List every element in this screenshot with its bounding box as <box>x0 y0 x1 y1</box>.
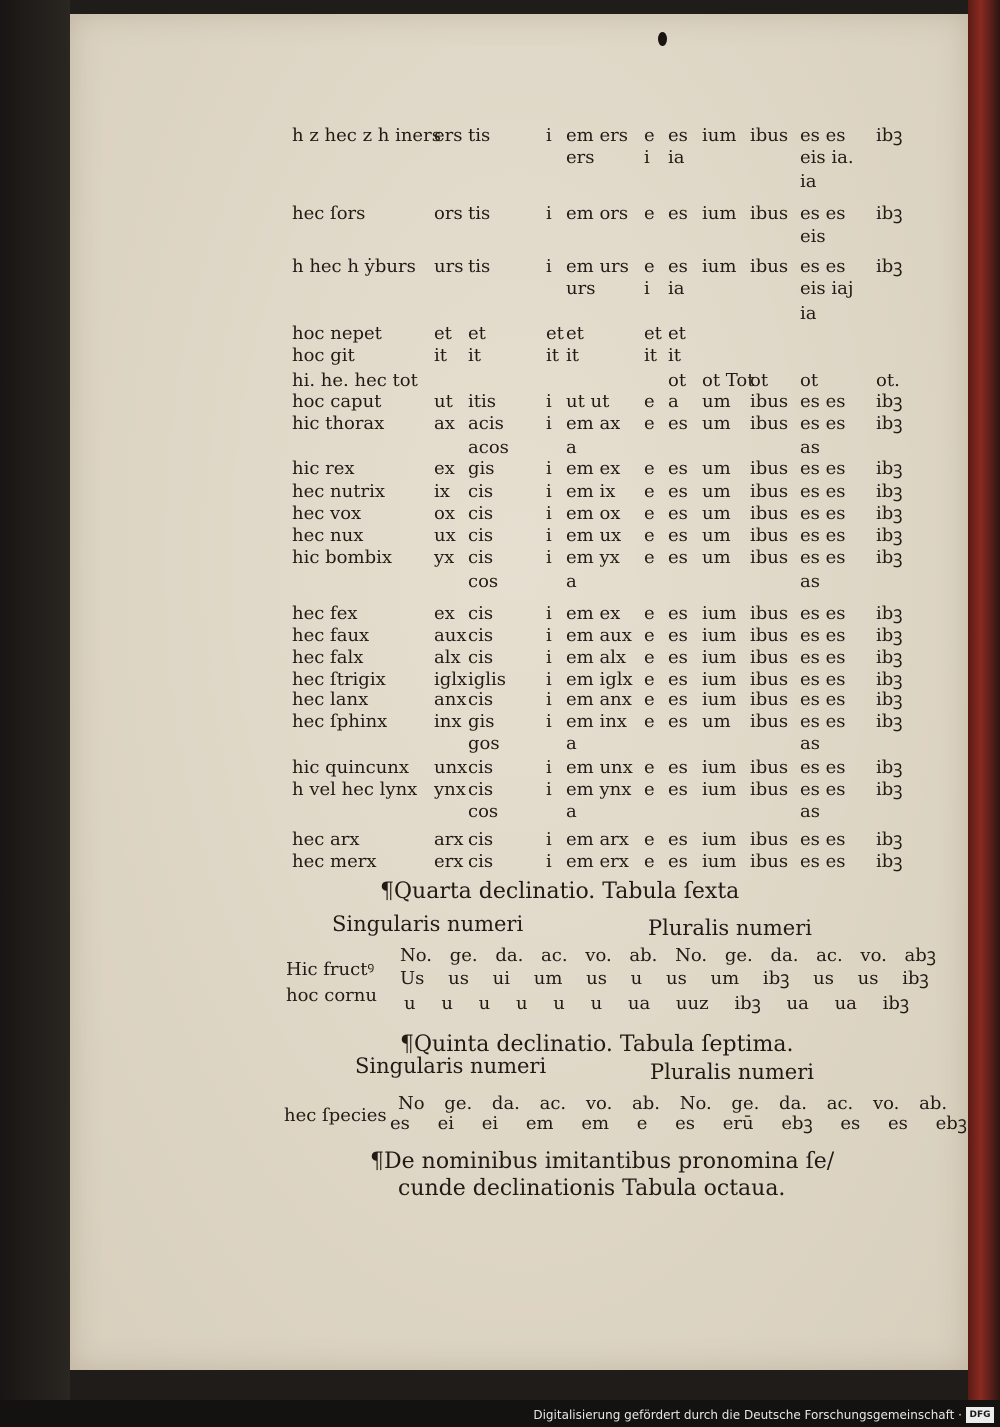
table-cell: es es <box>800 481 846 502</box>
table-cell: em iglx <box>566 669 633 690</box>
table-cell: em alx <box>566 647 627 668</box>
quinta-row1-lemma: hec ſpecies <box>284 1105 387 1126</box>
table-cell: it <box>468 345 481 366</box>
table-cell: es <box>668 851 688 872</box>
table-cell: gis <box>468 458 495 479</box>
table-cell: ibꝫ <box>876 391 903 412</box>
table-cell: i <box>546 547 552 568</box>
table-cell: ibꝫ <box>876 625 903 646</box>
table-cell: es es <box>800 669 846 690</box>
table-cell: ux <box>434 525 456 546</box>
table-cell: cis <box>468 525 494 546</box>
table-cell: i <box>546 256 552 277</box>
table-cell: ia <box>668 147 685 168</box>
table-cell: es es <box>800 458 846 479</box>
table-cell: es <box>668 413 688 434</box>
table-cell: es es <box>800 711 846 732</box>
table-cell: es es <box>800 525 846 546</box>
table-cell: ibꝫ <box>876 603 903 624</box>
table-cell: ibus <box>750 603 789 624</box>
table-cell: ibꝫ <box>876 203 903 224</box>
table-cell: i <box>546 851 552 872</box>
table-cell: ers <box>566 147 595 168</box>
table-cell: i <box>546 525 552 546</box>
table-row-lemma: hoc nepet <box>292 323 382 344</box>
table-cell: tis <box>468 125 491 146</box>
table-cell: ium <box>702 603 737 624</box>
table-cell: ibꝫ <box>876 689 903 710</box>
table-cell: es <box>668 481 688 502</box>
table-cell: es es <box>800 851 846 872</box>
table-cell: i <box>546 603 552 624</box>
table-cell: e <box>644 603 655 624</box>
table-cell: em ex <box>566 458 621 479</box>
table-cell: ibus <box>750 625 789 646</box>
table-cell: a <box>566 571 577 592</box>
table-row-lemma: h z hec z h iners <box>292 125 441 146</box>
table-cell: a <box>566 733 577 754</box>
book-cover-edge <box>968 0 1000 1400</box>
table-cell: es es <box>800 779 846 800</box>
table-cell: i <box>546 203 552 224</box>
table-cell: i <box>644 147 650 168</box>
table-cell: es es <box>800 547 846 568</box>
table-cell: um <box>702 413 731 434</box>
table-cell: it <box>566 345 579 366</box>
table-cell: e <box>644 458 655 479</box>
quinta-singular-label: Singularis numeri <box>355 1054 547 1078</box>
table-cell: e <box>644 125 655 146</box>
table-cell: um <box>702 391 731 412</box>
table-row-lemma: hec vox <box>292 503 362 524</box>
table-cell: ibus <box>750 547 789 568</box>
table-cell: it <box>546 345 559 366</box>
table-cell: em aux <box>566 625 632 646</box>
book-page <box>70 14 968 1370</box>
quarta-plural-label: Pluralis numeri <box>648 916 812 940</box>
table-cell: ibꝫ <box>876 413 903 434</box>
table-row-lemma: hic rex <box>292 458 355 479</box>
table-cell: eis ia. <box>800 147 854 168</box>
table-cell: a <box>668 391 679 412</box>
table-cell: em anx <box>566 689 632 710</box>
table-cell: e <box>644 689 655 710</box>
table-cell: es <box>668 525 688 546</box>
table-cell: ibus <box>750 689 789 710</box>
octava-heading-line1: ¶De nominibus imitantibus pronomina ſe/ <box>370 1149 835 1174</box>
table-cell: ot <box>800 370 819 391</box>
table-cell: em arx <box>566 829 629 850</box>
table-cell: cis <box>468 689 494 710</box>
table-cell: e <box>644 203 655 224</box>
table-cell: ibus <box>750 647 789 668</box>
table-cell: et <box>668 323 686 344</box>
table-cell: ibus <box>750 125 789 146</box>
table-row-lemma: hoc caput <box>292 391 382 412</box>
table-cell: cis <box>468 547 494 568</box>
table-cell: em ax <box>566 413 621 434</box>
table-cell: e <box>644 669 655 690</box>
table-cell: ium <box>702 689 737 710</box>
table-cell: es es <box>800 413 846 434</box>
table-cell: ors <box>434 203 463 224</box>
table-cell: ibus <box>750 757 789 778</box>
scan-border-left <box>0 0 70 1400</box>
table-cell: es es <box>800 689 846 710</box>
table-cell: ot. <box>876 370 900 391</box>
table-cell: i <box>546 779 552 800</box>
table-cell: um <box>702 525 731 546</box>
ink-blot <box>658 32 667 46</box>
table-cell: et <box>566 323 584 344</box>
table-cell: em urs <box>566 256 629 277</box>
table-cell: cis <box>468 757 494 778</box>
table-cell: i <box>546 829 552 850</box>
table-cell: urs <box>434 256 464 277</box>
table-cell: i <box>546 757 552 778</box>
table-cell: ium <box>702 779 737 800</box>
table-row-lemma: hec fex <box>292 603 358 624</box>
table-cell: tis <box>468 203 491 224</box>
table-cell: es <box>668 829 688 850</box>
table-cell: cis <box>468 481 494 502</box>
table-cell: e <box>644 829 655 850</box>
table-cell: em ex <box>566 603 621 624</box>
table-cell: it <box>644 345 657 366</box>
table-cell: ibꝫ <box>876 525 903 546</box>
table-cell: ax <box>434 413 455 434</box>
table-cell: cis <box>468 647 494 668</box>
table-cell: ibus <box>750 829 789 850</box>
footer-bar <box>0 1400 1000 1427</box>
table-cell: cis <box>468 829 494 850</box>
table-cell: ium <box>702 256 737 277</box>
table-cell: aux <box>434 625 467 646</box>
table-cell: ium <box>702 647 737 668</box>
table-cell: ot Tot <box>702 370 755 391</box>
table-row-lemma: h vel hec lynx <box>292 779 418 800</box>
table-cell: et <box>434 323 452 344</box>
table-cell: i <box>546 711 552 732</box>
quarta-row1-values: Us us ui um us u us um ibꝫ us us ibꝫ <box>400 968 929 989</box>
dfg-logo: DFG <box>966 1407 994 1423</box>
table-cell: um <box>702 547 731 568</box>
table-cell: es es <box>800 125 846 146</box>
quarta-heading: ¶Quarta declinatio. Tabula ſexta <box>380 879 740 904</box>
table-cell: em unx <box>566 757 633 778</box>
table-cell: es es <box>800 203 846 224</box>
table-cell: es <box>668 711 688 732</box>
quarta-row1-lemma: Hic fructꝰ <box>286 959 375 980</box>
table-cell: et <box>644 323 662 344</box>
table-cell: es <box>668 669 688 690</box>
table-cell: ibus <box>750 413 789 434</box>
table-cell: ibus <box>750 458 789 479</box>
table-row-lemma: hec lanx <box>292 689 369 710</box>
quarta-row2-values: u u u u u u ua uuz ibꝫ ua ua ibꝫ <box>404 993 910 1014</box>
table-cell: unx <box>434 757 468 778</box>
table-cell: e <box>644 625 655 646</box>
table-cell: ium <box>702 757 737 778</box>
quinta-heading: ¶Quinta declinatio. Tabula ſeptima. <box>400 1032 794 1057</box>
table-cell: e <box>644 525 655 546</box>
table-cell: um <box>702 481 731 502</box>
table-cell: ynx <box>434 779 466 800</box>
table-cell: em ers <box>566 125 628 146</box>
table-cell: um <box>702 458 731 479</box>
table-cell: em ux <box>566 525 622 546</box>
table-cell: es es <box>800 256 846 277</box>
table-row-lemma: hec nutrix <box>292 481 385 502</box>
table-row-lemma: hec nux <box>292 525 364 546</box>
table-cell: es <box>668 547 688 568</box>
table-cell: ibus <box>750 391 789 412</box>
table-cell: es es <box>800 391 846 412</box>
table-cell: ium <box>702 125 737 146</box>
table-cell: e <box>644 413 655 434</box>
table-cell: es <box>668 203 688 224</box>
table-cell: e <box>644 647 655 668</box>
quarta-case-header: No. ge. da. ac. vo. ab. No. ge. da. ac. vo. abꝫ <box>400 945 936 966</box>
octava-heading-line2: cunde declinationis Tabula octaua. <box>398 1176 786 1201</box>
table-cell: es es <box>800 757 846 778</box>
table-cell: i <box>546 481 552 502</box>
table-cell: ers <box>434 125 463 146</box>
table-cell: cis <box>468 851 494 872</box>
table-cell: es es <box>800 625 846 646</box>
table-cell: ut ut <box>566 391 610 412</box>
table-cell: i <box>546 391 552 412</box>
table-row-lemma: hic thorax <box>292 413 385 434</box>
table-cell: i <box>546 125 552 146</box>
table-cell: it <box>668 345 681 366</box>
table-row-lemma: hec arx <box>292 829 360 850</box>
table-cell: et <box>468 323 486 344</box>
table-cell: i <box>546 647 552 668</box>
table-cell: itis <box>468 391 496 412</box>
table-row-lemma: hi. he. hec tot <box>292 370 418 391</box>
table-cell: ibꝫ <box>876 851 903 872</box>
table-row-lemma: hec ſphinx <box>292 711 388 732</box>
table-cell: e <box>644 503 655 524</box>
table-cell: i <box>644 278 650 299</box>
quarta-singular-label: Singularis numeri <box>332 912 524 936</box>
table-row-lemma: hec ſtrigix <box>292 669 386 690</box>
table-cell: e <box>644 711 655 732</box>
table-cell: em ix <box>566 481 616 502</box>
table-cell: anx <box>434 689 467 710</box>
table-cell: em ors <box>566 203 629 224</box>
table-cell: ot <box>750 370 769 391</box>
table-cell: i <box>546 458 552 479</box>
table-row-lemma: hec ſors <box>292 203 366 224</box>
table-cell: i <box>546 669 552 690</box>
quinta-case-header: No ge. da. ac. vo. ab. No. ge. da. ac. vo. ab. <box>398 1093 948 1114</box>
table-cell: et <box>546 323 564 344</box>
table-cell: arx <box>434 829 464 850</box>
table-cell: ibꝫ <box>876 757 903 778</box>
table-cell: iglx <box>434 669 468 690</box>
table-cell: es es <box>800 829 846 850</box>
table-cell: ium <box>702 625 737 646</box>
table-cell: es es <box>800 503 846 524</box>
table-cell: ibꝫ <box>876 547 903 568</box>
table-cell: ibꝫ <box>876 481 903 502</box>
table-cell: e <box>644 547 655 568</box>
table-cell: em erx <box>566 851 629 872</box>
quarta-row2-lemma: hoc cornu <box>286 985 377 1006</box>
table-cell: es <box>668 256 688 277</box>
table-cell: ibus <box>750 481 789 502</box>
table-cell: ium <box>702 203 737 224</box>
table-cell: ex <box>434 458 455 479</box>
table-cell: ot <box>668 370 687 391</box>
table-cell: em ox <box>566 503 621 524</box>
table-cell: um <box>702 711 731 732</box>
table-cell: ium <box>702 669 737 690</box>
table-cell: es <box>668 603 688 624</box>
table-cell: es <box>668 779 688 800</box>
table-cell: ibus <box>750 503 789 524</box>
table-cell: acis <box>468 413 504 434</box>
table-cell: e <box>644 779 655 800</box>
table-row-lemma: hec faux <box>292 625 370 646</box>
table-row-lemma: hoc git <box>292 345 355 366</box>
table-cell: es es <box>800 603 846 624</box>
table-cell: gos <box>468 733 500 754</box>
table-cell: a <box>566 437 577 458</box>
table-cell: it <box>434 345 447 366</box>
table-cell: ium <box>702 829 737 850</box>
table-cell: urs <box>566 278 596 299</box>
table-cell: e <box>644 256 655 277</box>
table-cell: ibꝫ <box>876 256 903 277</box>
table-cell: ibꝫ <box>876 829 903 850</box>
table-cell: erx <box>434 851 464 872</box>
table-cell: i <box>546 689 552 710</box>
table-cell: ix <box>434 481 450 502</box>
table-cell: es <box>668 125 688 146</box>
table-cell: ibꝫ <box>876 458 903 479</box>
table-cell: as <box>800 801 820 822</box>
table-cell: a <box>566 801 577 822</box>
table-cell: ibꝫ <box>876 669 903 690</box>
table-cell: e <box>644 757 655 778</box>
table-cell: ia <box>800 171 817 192</box>
table-cell: iglis <box>468 669 507 690</box>
table-cell: ox <box>434 503 455 524</box>
table-cell: eis iaj <box>800 278 854 299</box>
table-cell: um <box>702 503 731 524</box>
table-cell: alx <box>434 647 461 668</box>
table-cell: cis <box>468 603 494 624</box>
table-cell: ibus <box>750 256 789 277</box>
table-cell: gis <box>468 711 495 732</box>
table-cell: es <box>668 503 688 524</box>
table-cell: ibꝫ <box>876 779 903 800</box>
table-row-lemma: hic quincunx <box>292 757 410 778</box>
table-cell: em inx <box>566 711 627 732</box>
table-cell: i <box>546 625 552 646</box>
table-cell: es <box>668 625 688 646</box>
table-cell: ex <box>434 603 455 624</box>
table-cell: ia <box>800 303 817 324</box>
table-cell: ibus <box>750 779 789 800</box>
table-cell: cos <box>468 571 499 592</box>
table-cell: cos <box>468 801 499 822</box>
table-cell: cis <box>468 779 494 800</box>
table-cell: i <box>546 503 552 524</box>
table-cell: em yx <box>566 547 620 568</box>
table-cell: e <box>644 391 655 412</box>
table-cell: ibus <box>750 711 789 732</box>
quinta-plural-label: Pluralis numeri <box>650 1060 814 1084</box>
table-cell: eis <box>800 226 826 247</box>
table-cell: ibꝫ <box>876 711 903 732</box>
table-row-lemma: h hec h ẏburs <box>292 256 416 277</box>
table-cell: e <box>644 851 655 872</box>
table-row-lemma: hic bombix <box>292 547 393 568</box>
table-cell: es es <box>800 647 846 668</box>
table-row-lemma: hec falx <box>292 647 364 668</box>
footer-credit: Digitalisierung gefördert durch die Deutsche Forschungsgemeinschaft · <box>533 1408 962 1422</box>
table-cell: e <box>644 481 655 502</box>
table-cell: acos <box>468 437 509 458</box>
table-cell: as <box>800 733 820 754</box>
table-cell: ibꝫ <box>876 647 903 668</box>
table-cell: ibꝫ <box>876 125 903 146</box>
table-cell: ibus <box>750 525 789 546</box>
table-cell: tis <box>468 256 491 277</box>
table-cell: as <box>800 571 820 592</box>
table-cell: cis <box>468 503 494 524</box>
table-cell: yx <box>434 547 455 568</box>
table-cell: es <box>668 647 688 668</box>
table-cell: ibus <box>750 203 789 224</box>
table-cell: cis <box>468 625 494 646</box>
table-cell: es <box>668 458 688 479</box>
table-cell: es <box>668 757 688 778</box>
table-cell: em ynx <box>566 779 632 800</box>
table-cell: ibꝫ <box>876 503 903 524</box>
table-cell: ium <box>702 851 737 872</box>
table-cell: i <box>546 413 552 434</box>
table-cell: ibus <box>750 851 789 872</box>
table-cell: ut <box>434 391 453 412</box>
table-cell: ibus <box>750 669 789 690</box>
table-cell: as <box>800 437 820 458</box>
quinta-row1-values: es ei ei em em e es erū ebꝫ es es ebꝫ <box>390 1113 968 1134</box>
table-cell: inx <box>434 711 462 732</box>
table-cell: ia <box>668 278 685 299</box>
table-cell: es <box>668 689 688 710</box>
table-row-lemma: hec merx <box>292 851 377 872</box>
